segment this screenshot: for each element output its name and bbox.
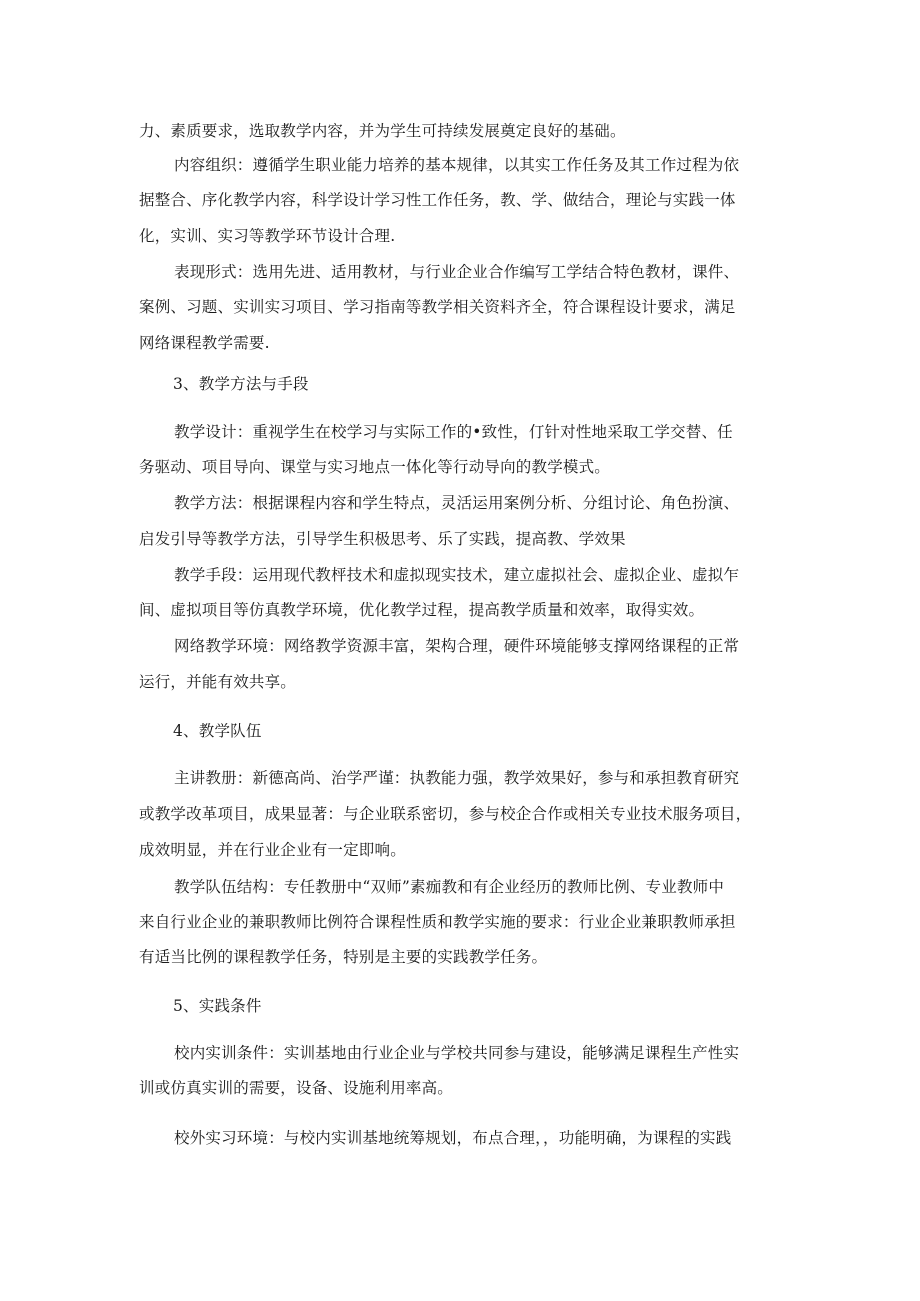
paragraph-line: 或教学改革项目，成果显著：与企业联系密切，参与校企合作或相关专业技术服务项目， — [139, 805, 752, 823]
paragraph-line: 成效明显，并在行业企业有一定即响。 — [139, 841, 406, 859]
paragraph-line: 教学队伍结构：专任教册中“双师”素痂教和有企业经历的教师比例、专业教师中 — [174, 878, 725, 896]
paragraph-line: 主讲教册：新德高尚、治学严谨：执教能力强，教学效果好，参与和承担教育研究 — [174, 769, 740, 787]
section-heading: 3、教学方法与手段 — [173, 375, 309, 393]
section-heading: 5、实践条件 — [173, 997, 262, 1015]
paragraph-line: 内容组织：遵循学生职业能力培养的基本规律，以其实工作任务及其工作过程为依 — [174, 156, 740, 174]
paragraph-line: 有适当比例的课程教学任务，特别是主要的实践教学任务。 — [139, 948, 548, 966]
paragraph-line: 训或仿真实训的需要，设备、设施利用率高。 — [139, 1079, 454, 1097]
paragraph-line: 教学手段：运用现代教枰技术和虚拟现实技术，建立虚拟社会、虚拟企业、虚拟乍 — [174, 566, 740, 584]
paragraph-line: 启发引导等教学方法，引导学生积极思考、乐了实践，提高教、学效果 — [139, 530, 626, 548]
paragraph-line: 教学设计：重视学生在校学习与实际工作的•致性，仃针对性地采取工学交替、任 — [174, 423, 733, 441]
paragraph-line: 案例、习题、实训实习项目、学习指南等教学相关资料齐全，符合课程设计要求，满足 — [139, 298, 736, 316]
paragraph-line: 来自行业企业的兼职教师比例符合课程性质和教学实施的要求：行业企业兼职教师承担 — [139, 913, 736, 931]
paragraph-line: 化，实训、实习等教学环节设计合理. — [139, 227, 396, 245]
paragraph-line: 力、素质要求，选取教学内容，并为学生可持续发展奠定良好的基础。 — [139, 122, 626, 140]
paragraph-line: 教学方法：根据课程内容和学生特点，灵活运用案例分析、分组讨论、角色扮演、 — [174, 494, 740, 512]
paragraph-line: 间、虚拟项目等仿真教学环境，优化教学过程，提高教学质量和效率，取得实效。 — [139, 601, 705, 619]
paragraph-line: 表现形式：选用先进、适用教材，与行业企业合作编写工学结合特色教材，课件、 — [174, 263, 740, 281]
paragraph-line: 运行，并能有效共享。 — [139, 673, 297, 691]
paragraph-line: 网络教学环境：网络教学资源丰富，架构合理，硬件环境能够支撑网络课程的正常 — [174, 637, 740, 655]
paragraph-line: 网络课程教学需要. — [139, 334, 270, 352]
paragraph-line: 校外实习环境：与校内实训基地统筹规划，布点合理，，功能明确，为课程的实践 — [174, 1129, 732, 1147]
paragraph-line: 据整合、序化教学内容，科学设计学习性工作任务，教、学、做结合，理论与实践一体 — [139, 191, 736, 209]
section-heading: 4、教学队伍 — [173, 722, 262, 740]
paragraph-line: 校内实训条件：实训基地由行业企业与学校共同参与建设，能够满足课程生产性实 — [174, 1044, 740, 1062]
paragraph-line: 务驱动、项目导向、课堂与实习地点一体化等行动导向的教学模式。 — [139, 458, 611, 476]
